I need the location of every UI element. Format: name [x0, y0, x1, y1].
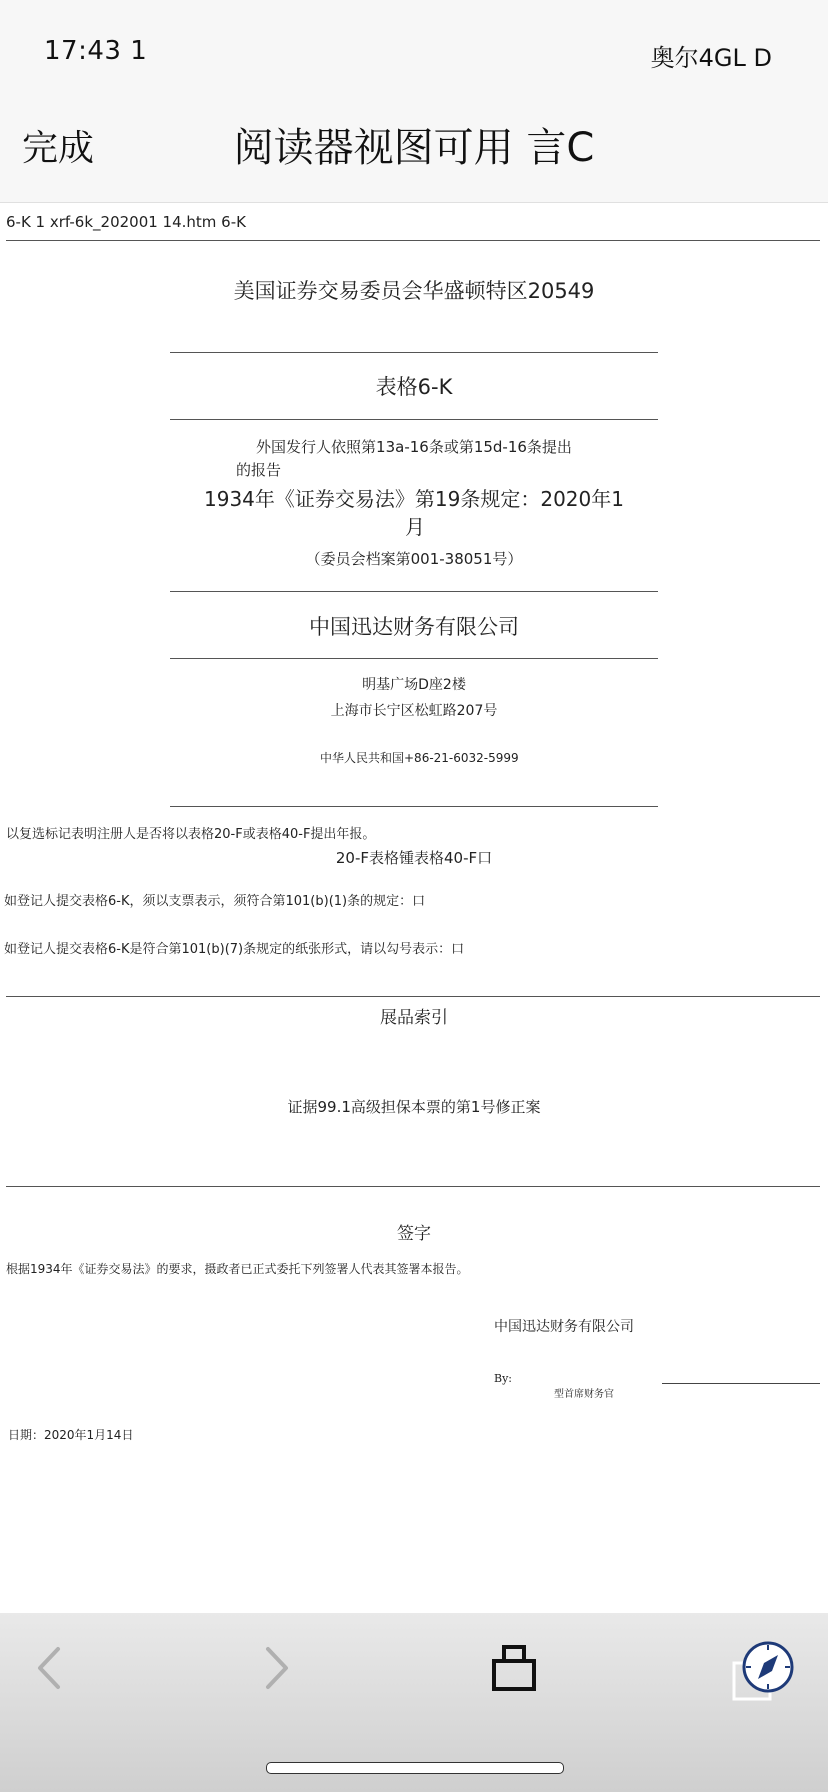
home-indicator[interactable]	[266, 1762, 564, 1774]
share-icon[interactable]	[490, 1639, 538, 1699]
divider	[170, 806, 658, 807]
signer-title: 型首席财务官	[554, 1389, 614, 1400]
signature-title: 签字	[397, 1224, 431, 1244]
by-label: By:	[494, 1372, 513, 1385]
divider	[170, 658, 658, 659]
exhibit-index-title: 展品索引	[380, 1008, 448, 1028]
signature-company: 中国迅达财务有限公司	[494, 1319, 634, 1335]
date-line: 日期：2020年1月14日	[8, 1428, 134, 1442]
commission-heading: 美国证券交易委员会华盛顿特区20549	[233, 279, 595, 303]
address-line-3: 中华人民共和国+86-21-6032-5999	[320, 751, 519, 765]
compass-icon[interactable]	[730, 1639, 796, 1709]
status-carrier: 奥尔4GL D	[650, 44, 772, 72]
file-number: （委员会档案第001-38051号）	[305, 550, 523, 568]
annual-report-question: 以复选标记表明注册人是否将以表格20-F或表格40-F提出年报。	[6, 827, 376, 842]
signature-text: 根据1934年《证券交易法》的要求，摄政者已正式委托下列签署人代表其签署本报告。	[6, 1262, 469, 1276]
report-line-2: 的报告	[236, 461, 282, 479]
paper-rule-101b1: 如登记人提交表格6-K，须以支票表示，须符合第101(b)(1)条的规定：口	[4, 894, 426, 909]
paper-rule-101b7: 如登记人提交表格6-K是符合第101(b)(7)条规定的纸张形式，请以勾号表示：口	[4, 942, 465, 957]
address-line-2: 上海市长宁区松虹路207号	[330, 703, 498, 719]
chevron-left-icon[interactable]	[32, 1643, 68, 1697]
act-line-1: 1934年《证券交易法》第19条规定：2020年1	[204, 487, 624, 511]
status-time: 17:43 1	[44, 36, 148, 66]
form-options: 20-F表格锺表格40-F口	[335, 849, 493, 867]
divider	[170, 591, 658, 592]
act-line-2: 月	[405, 515, 425, 539]
nav-title: 阅读器视图可用 言C	[233, 125, 595, 171]
nav-bar	[0, 90, 828, 203]
divider	[6, 996, 820, 997]
exhibit-item-link[interactable]: 证据99.1高级担保本票的第1号修正案	[287, 1098, 541, 1116]
divider	[170, 352, 658, 353]
address-line-1: 明基广场D座2楼	[362, 677, 466, 693]
chevron-right-icon[interactable]	[258, 1643, 294, 1697]
divider	[6, 240, 820, 241]
form-title: 表格6-K	[375, 375, 453, 399]
divider	[6, 1186, 820, 1187]
report-line-1: 外国发行人依照第13a-16条或第15d-16条提出	[256, 438, 572, 456]
divider	[170, 419, 658, 420]
company-name: 中国迅达财务有限公司	[309, 615, 519, 639]
done-button[interactable]: 完成	[22, 128, 95, 169]
document-page	[0, 203, 828, 1613]
document-filename: 6-K 1 xrf-6k_202001 14.htm 6-K	[6, 213, 246, 231]
status-bar	[0, 0, 828, 90]
signature-line	[662, 1383, 820, 1384]
